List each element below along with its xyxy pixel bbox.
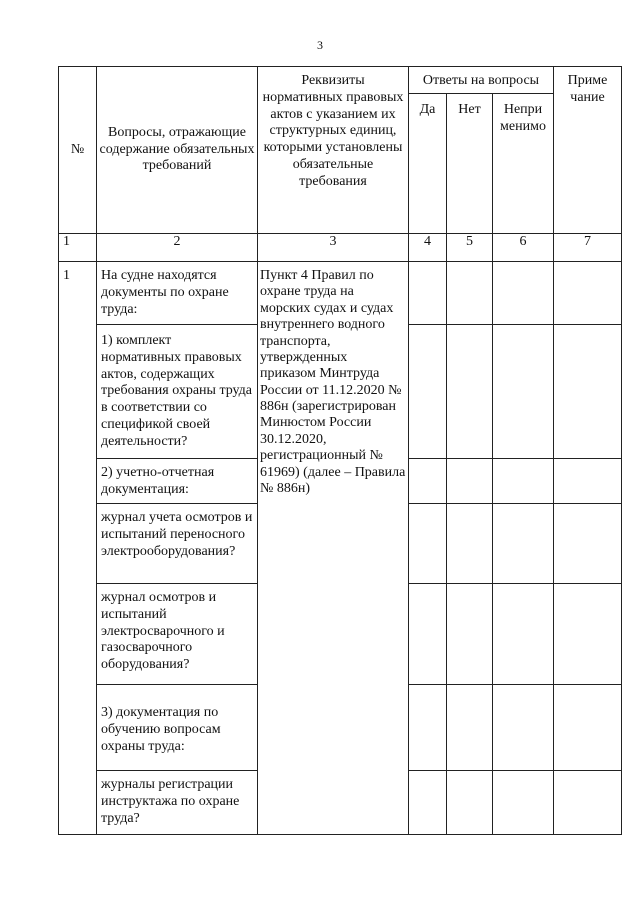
answer-no-cell[interactable] [447, 504, 493, 584]
note-cell[interactable] [554, 584, 622, 685]
index-cell: 5 [447, 234, 493, 262]
answer-no-cell[interactable] [447, 584, 493, 685]
answer-no-cell[interactable] [447, 459, 493, 504]
answer-yes-cell[interactable] [409, 262, 447, 325]
column-index-row [59, 234, 622, 262]
note-cell[interactable] [554, 771, 622, 835]
question-cell: На судне находятся документы по охране труда: [97, 262, 258, 325]
answer-yes-cell[interactable] [409, 771, 447, 835]
index-cell: 6 [493, 234, 554, 262]
note-cell[interactable] [554, 459, 622, 504]
header-row [59, 67, 622, 94]
question-cell: журнал учета осмотров и испытаний переносного электрооборудования? [97, 504, 258, 584]
answer-no-cell[interactable] [447, 325, 493, 459]
answer-yes-cell[interactable] [409, 459, 447, 504]
table-row [59, 262, 622, 325]
checklist-table [58, 66, 622, 835]
answer-na-cell[interactable] [493, 685, 554, 771]
answer-yes-cell[interactable] [409, 325, 447, 459]
answer-yes-cell[interactable] [409, 685, 447, 771]
header-questions: Вопросы, отражающие содержание обязательных требований [97, 67, 258, 234]
question-cell: 1) комплект нормативных правовых актов, содержащих требования охраны труда в соответствии со спецификой своей деятельности? [97, 325, 258, 459]
answer-na-cell[interactable] [493, 262, 554, 325]
answer-na-cell[interactable] [493, 584, 554, 685]
item-number: 1 [59, 262, 97, 835]
answer-no-cell[interactable] [447, 771, 493, 835]
header-note: Приме чание [554, 67, 622, 234]
question-cell: 2) учетно-отчетная документация: [97, 459, 258, 504]
question-cell: журналы регистрации инструктажа по охране труда? [97, 771, 258, 835]
index-cell: 2 [97, 234, 258, 262]
question-cell: журнал осмотров и испытаний электросварочного и газосварочного оборудования? [97, 584, 258, 685]
header-no: Нет [447, 94, 493, 234]
index-cell: 4 [409, 234, 447, 262]
note-cell[interactable] [554, 262, 622, 325]
answer-no-cell[interactable] [447, 262, 493, 325]
answer-na-cell[interactable] [493, 504, 554, 584]
legal-reference: Пункт 4 Правил по охране труда на морских судах и судах внутреннего водного транспорта, утвержденных приказом Минтруда России от 11.12.2020 № 886н (зарегистрирован Минюстом России 30.12.2020, регистрационный № 61969) (далее – Правила № 886н) [258, 262, 409, 835]
question-cell: 3) документация по обучению вопросам охраны труда: [97, 685, 258, 771]
page-number: 3 [317, 38, 323, 52]
note-cell[interactable] [554, 325, 622, 459]
answer-na-cell[interactable] [493, 325, 554, 459]
note-cell[interactable] [554, 685, 622, 771]
note-cell[interactable] [554, 504, 622, 584]
index-cell: 3 [258, 234, 409, 262]
answer-yes-cell[interactable] [409, 584, 447, 685]
index-cell: 7 [554, 234, 622, 262]
answer-yes-cell[interactable] [409, 504, 447, 584]
header-answers: Ответы на вопросы [409, 67, 554, 94]
answer-na-cell[interactable] [493, 459, 554, 504]
header-yes: Да [409, 94, 447, 234]
answer-no-cell[interactable] [447, 685, 493, 771]
index-cell: 1 [59, 234, 97, 262]
header-not-applicable: Непри менимо [493, 94, 554, 234]
header-num: № [59, 67, 97, 234]
header-requisites: Реквизиты нормативных правовых актов с указанием их структурных единиц, которыми установлены обязательные требования [258, 67, 409, 234]
answer-na-cell[interactable] [493, 771, 554, 835]
